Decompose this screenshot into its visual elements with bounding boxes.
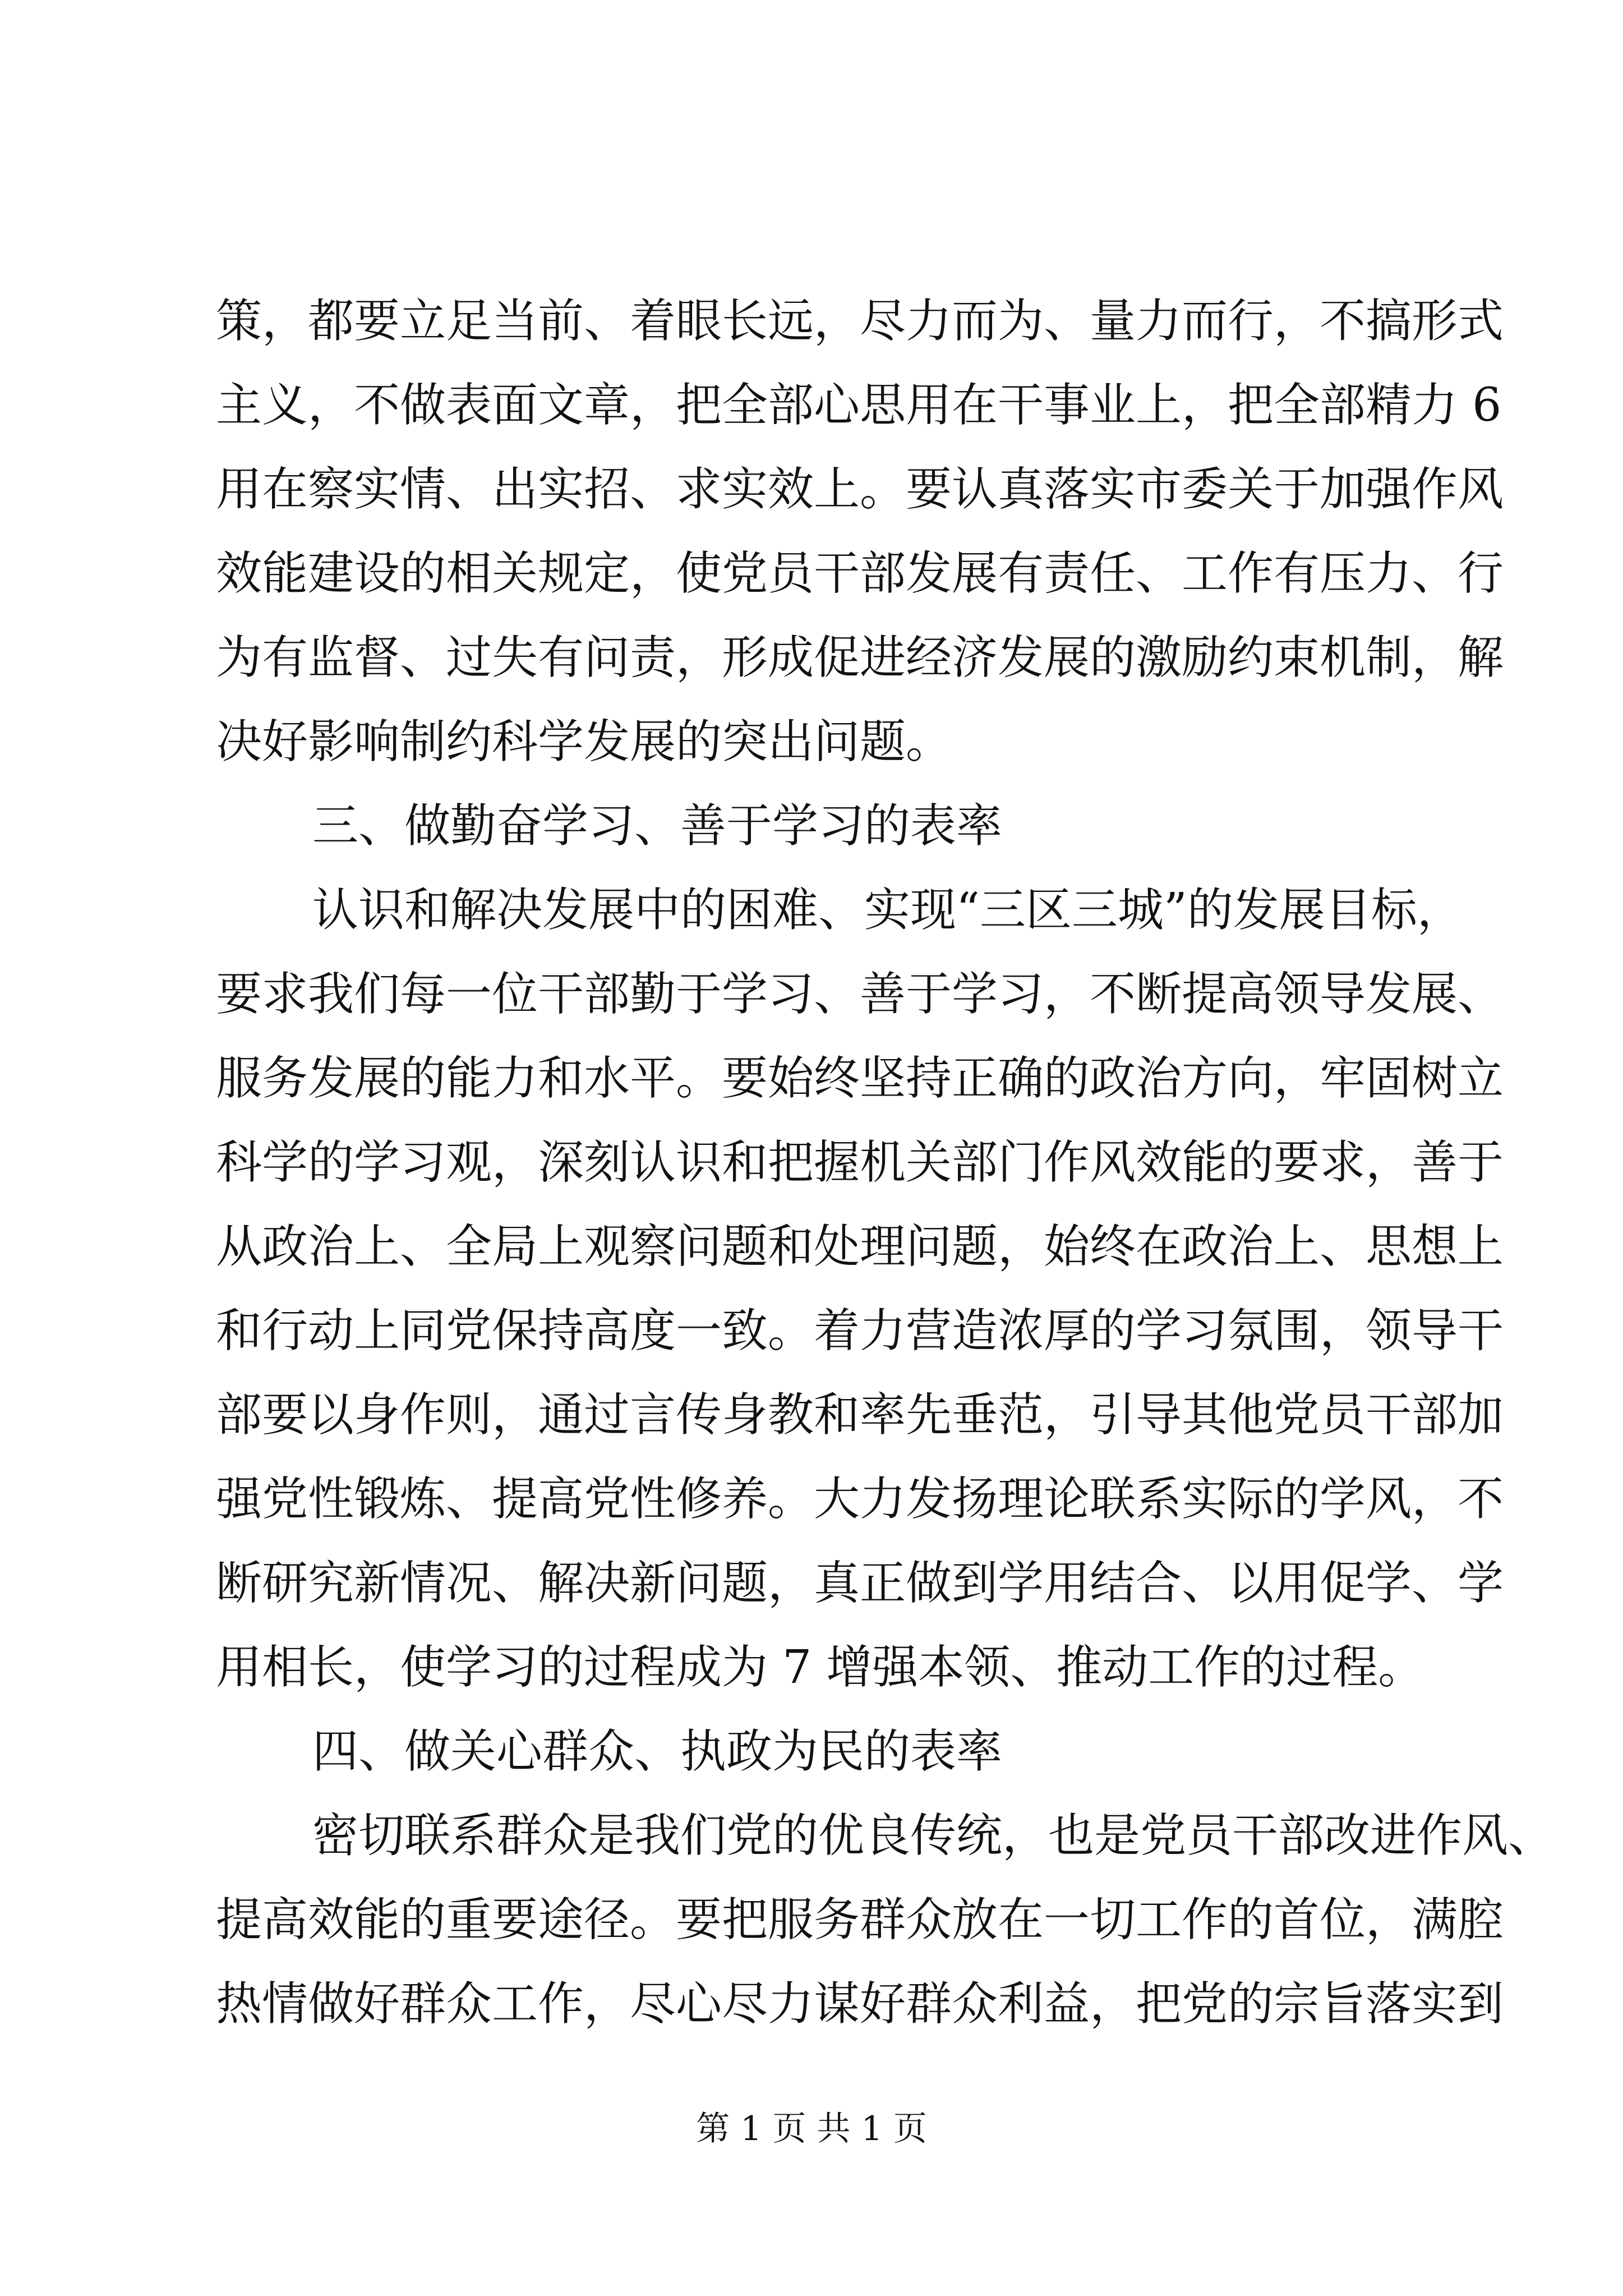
paragraph-line: 断研究新情况、解决新问题，真正做到学用结合、以用促学、学 — [216, 1557, 1504, 1610]
paragraph-line: 决好影响制约科学发展的突出问题。 — [216, 715, 952, 769]
paragraph-line: 提高效能的重要途径。要把服务群众放在一切工作的首位，满腔 — [216, 1893, 1504, 1947]
paragraph-line: 用相长，使学习的过程成为 7 增强本领、推动工作的过程。 — [216, 1641, 1424, 1694]
paragraph-line: 策，都要立足当前、着眼长远，尽力而为、量力而行，不搞形式 — [216, 295, 1504, 348]
paragraph-line: 从政治上、全局上观察问题和处理问题，始终在政治上、思想上 — [216, 1220, 1504, 1273]
document-body — [216, 279, 1555, 2046]
paragraph-line: 密切联系群众是我们党的优良传统，也是党员干部改进作风、 — [312, 1809, 1555, 1862]
paragraph-line: 要求我们每一位干部勤于学习、善于学习，不断提高领导发展、 — [216, 968, 1504, 1021]
paragraph-line: 服务发展的能力和水平。要始终坚持正确的政治方向，牢固树立 — [216, 1052, 1504, 1105]
page-footer: 第 1 页 共 1 页 — [696, 2109, 927, 2148]
paragraph-line: 效能建设的相关规定，使党员干部发展有责任、工作有压力、行 — [216, 547, 1504, 600]
paragraph-line: 用在察实情、出实招、求实效上。要认真落实市委关于加强作风 — [216, 463, 1504, 516]
paragraph-line: 科学的学习观，深刻认识和把握机关部门作风效能的要求，善于 — [216, 1136, 1504, 1189]
paragraph-line: 认识和解决发展中的困难、实现“三区三城”的发展目标， — [312, 884, 1463, 937]
paragraph-line: 主义，不做表面文章，把全部心思用在干事业上，把全部精力 6 — [216, 379, 1502, 432]
paragraph-line: 和行动上同党保持高度一致。着力营造浓厚的学习氛围，领导干 — [216, 1304, 1504, 1358]
paragraph-line: 部要以身作则，通过言传身教和率先垂范，引导其他党员干部加 — [216, 1388, 1504, 1442]
paragraph-line: 强党性锻炼、提高党性修养。大力发扬理论联系实际的学风，不 — [216, 1473, 1504, 1526]
paragraph-line: 为有监督、过失有问责，形成促进经济发展的激励约束机制，解 — [216, 631, 1504, 684]
section-heading: 四、做关心群众、执政为民的表率 — [312, 1725, 1003, 1778]
paragraph-line: 热情做好群众工作，尽心尽力谋好群众利益，把党的宗旨落实到 — [216, 1977, 1504, 2031]
section-heading: 三、做勤奋学习、善于学习的表率 — [312, 799, 1003, 853]
